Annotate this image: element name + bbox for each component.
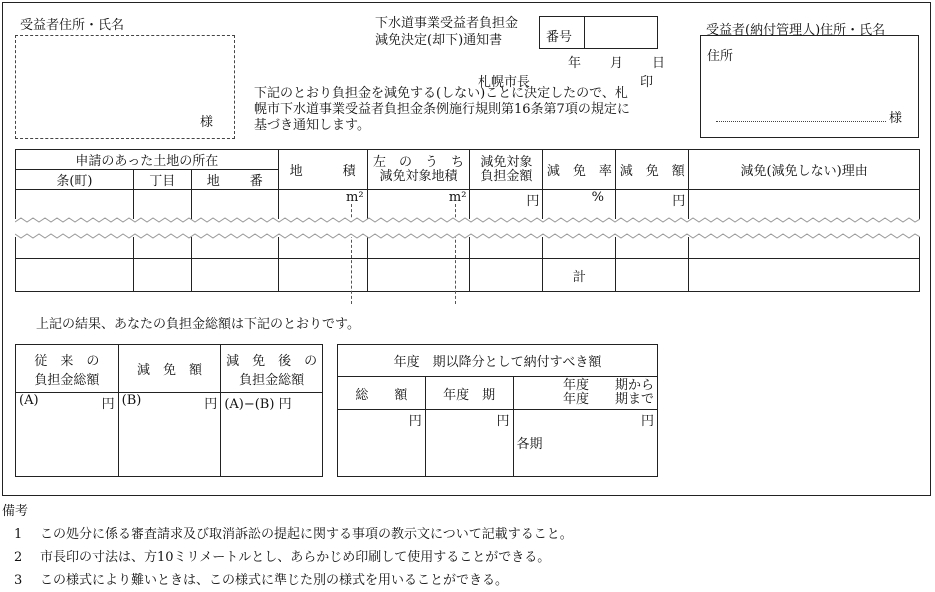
notice-title (375, 15, 518, 49)
address-label: 住所 (707, 49, 734, 64)
body-line-2: 幌市下水道事業受益者負担金条例施行規則第16条第7項の規定に (254, 102, 630, 117)
after-header-1: 減 免 後 の (226, 353, 318, 369)
chome-header: 丁目 (133, 170, 191, 190)
note-text-3: この様式により難いときは、この様式に準じた別の様式を用いることができる。 (40, 573, 509, 588)
note-text-2: 市長印の寸法は、方10ミリメートルとし、あらかじめ印刷して使用することができる。 (40, 550, 551, 565)
unit-yen-b: 円 (204, 397, 218, 412)
beneficiary-label: 受益者住所・氏名 (20, 18, 125, 33)
date-month: 月 (610, 56, 624, 71)
target-header-1: 減免対象 (480, 154, 533, 170)
payer-label: 受益者(納付管理人)住所・氏名 (706, 23, 886, 38)
chi-label: 地 (206, 174, 220, 189)
total-label: 計 (543, 259, 616, 292)
notice-body (254, 86, 674, 134)
cell-amount-total[interactable] (616, 259, 689, 292)
within-header-2: 減免対象地積 (379, 168, 458, 184)
seal-mark: 印 (640, 75, 654, 90)
installment-table (337, 344, 658, 477)
payer-name-line (716, 121, 886, 122)
location-header: 申請のあった土地の所在 (16, 150, 279, 170)
cell-chiban-3[interactable] (191, 259, 278, 292)
mayor-label: 札幌市長 (478, 75, 531, 90)
cell-after-total[interactable] (221, 393, 323, 477)
unit-yen-target: 円 (526, 194, 540, 209)
each-period-label: 各期 (516, 437, 543, 452)
number-field[interactable] (584, 17, 658, 48)
unit-yen-ab: 円 (278, 397, 292, 412)
range-header-2: 年度 期まで (562, 392, 654, 407)
cell-chome-3[interactable] (133, 259, 191, 292)
unit-yen-period: 円 (496, 414, 510, 429)
amount-header: 減 免 額 (616, 150, 689, 190)
sama-left: 様 (200, 115, 214, 130)
title-line-2: 減免決定(却下)通知書 (375, 33, 503, 48)
within-header-1: 左 の う ち (373, 154, 465, 170)
prev-total-header (16, 345, 119, 393)
within-header (367, 150, 470, 190)
prev-header-1: 従 来 の (34, 353, 100, 369)
total-table (15, 344, 323, 477)
area-header (278, 150, 367, 190)
chiban-header (191, 170, 278, 190)
target-header-2: 負担金額 (480, 168, 533, 184)
number-box (539, 16, 658, 49)
unit-yen-range: 円 (640, 414, 654, 429)
prev-header-2: 負担金総額 (34, 372, 100, 388)
unit-percent: % (591, 190, 605, 205)
note-item-2 (14, 546, 573, 569)
title-line-1: 下水道事業受益者負担金 (375, 16, 519, 31)
rate-header: 減 免 率 (543, 150, 616, 190)
range-header-1: 年度 期から (562, 378, 654, 393)
payer-address-box[interactable] (700, 35, 919, 138)
reason-header: 減免(減免しない)理由 (689, 150, 920, 190)
body-line-1: 下記のとおり負担金を減免する(しない)ことに決定したので、札 (254, 86, 628, 101)
notes-list (14, 523, 573, 592)
cell-range-amount[interactable] (513, 410, 658, 477)
jo-header (16, 170, 134, 190)
unit-m2: m² (346, 190, 364, 205)
ban-label: 番 (249, 174, 263, 189)
cell-reduction[interactable] (118, 393, 221, 477)
number-label: 番号 (546, 30, 573, 45)
period-header: 年度 期 (425, 377, 513, 410)
after-total-header (221, 345, 323, 393)
notes-title: 備考 (2, 504, 29, 519)
cell-reason-3[interactable] (689, 259, 920, 292)
cell-period-amount[interactable] (425, 410, 513, 477)
note-item-1 (14, 523, 573, 546)
note-item-3 (14, 569, 573, 592)
omission-break (15, 214, 920, 242)
cell-jo-3[interactable] (16, 259, 134, 292)
date-day: 日 (652, 56, 666, 71)
cell-area-3[interactable] (278, 259, 367, 292)
area-header-1: 地 (289, 164, 303, 179)
note-num-2: 2 (14, 550, 23, 565)
cell-prev-total[interactable] (16, 393, 119, 477)
installment-title: 年度 期以降分として納付すべき額 (338, 345, 658, 377)
date-year: 年 (568, 56, 582, 71)
range-header (513, 377, 658, 410)
unit-yen-a: 円 (101, 397, 115, 412)
cell-total-amount[interactable] (338, 410, 426, 477)
sama-right: 様 (889, 111, 903, 126)
unit-m2-within: m² (448, 190, 467, 205)
result-text: 上記の結果、あなたの負担金総額は下記のとおりです。 (36, 317, 360, 332)
total-amount-header: 総 額 (338, 377, 426, 410)
note-text-1: この処分に係る審査請求及び取消訴訟の提起に関する事項の教示文について記載すること。 (40, 527, 573, 542)
label-b: (B) (121, 393, 142, 408)
label-ab: (A)−(B) (224, 397, 275, 412)
jo-label: 条(町) (56, 174, 93, 189)
unit-yen-amount: 円 (672, 194, 686, 209)
area-header-2: 積 (342, 164, 356, 179)
cell-target-3[interactable] (470, 259, 543, 292)
target-header (470, 150, 543, 190)
body-line-3: 基づき通知します。 (254, 118, 370, 133)
label-a: (A) (19, 393, 39, 408)
after-header-2: 負担金総額 (239, 372, 305, 388)
note-num-1: 1 (14, 527, 23, 542)
note-num-3: 3 (14, 573, 23, 588)
unit-yen-total: 円 (408, 414, 422, 429)
reduction-header: 減 免 額 (118, 345, 221, 393)
